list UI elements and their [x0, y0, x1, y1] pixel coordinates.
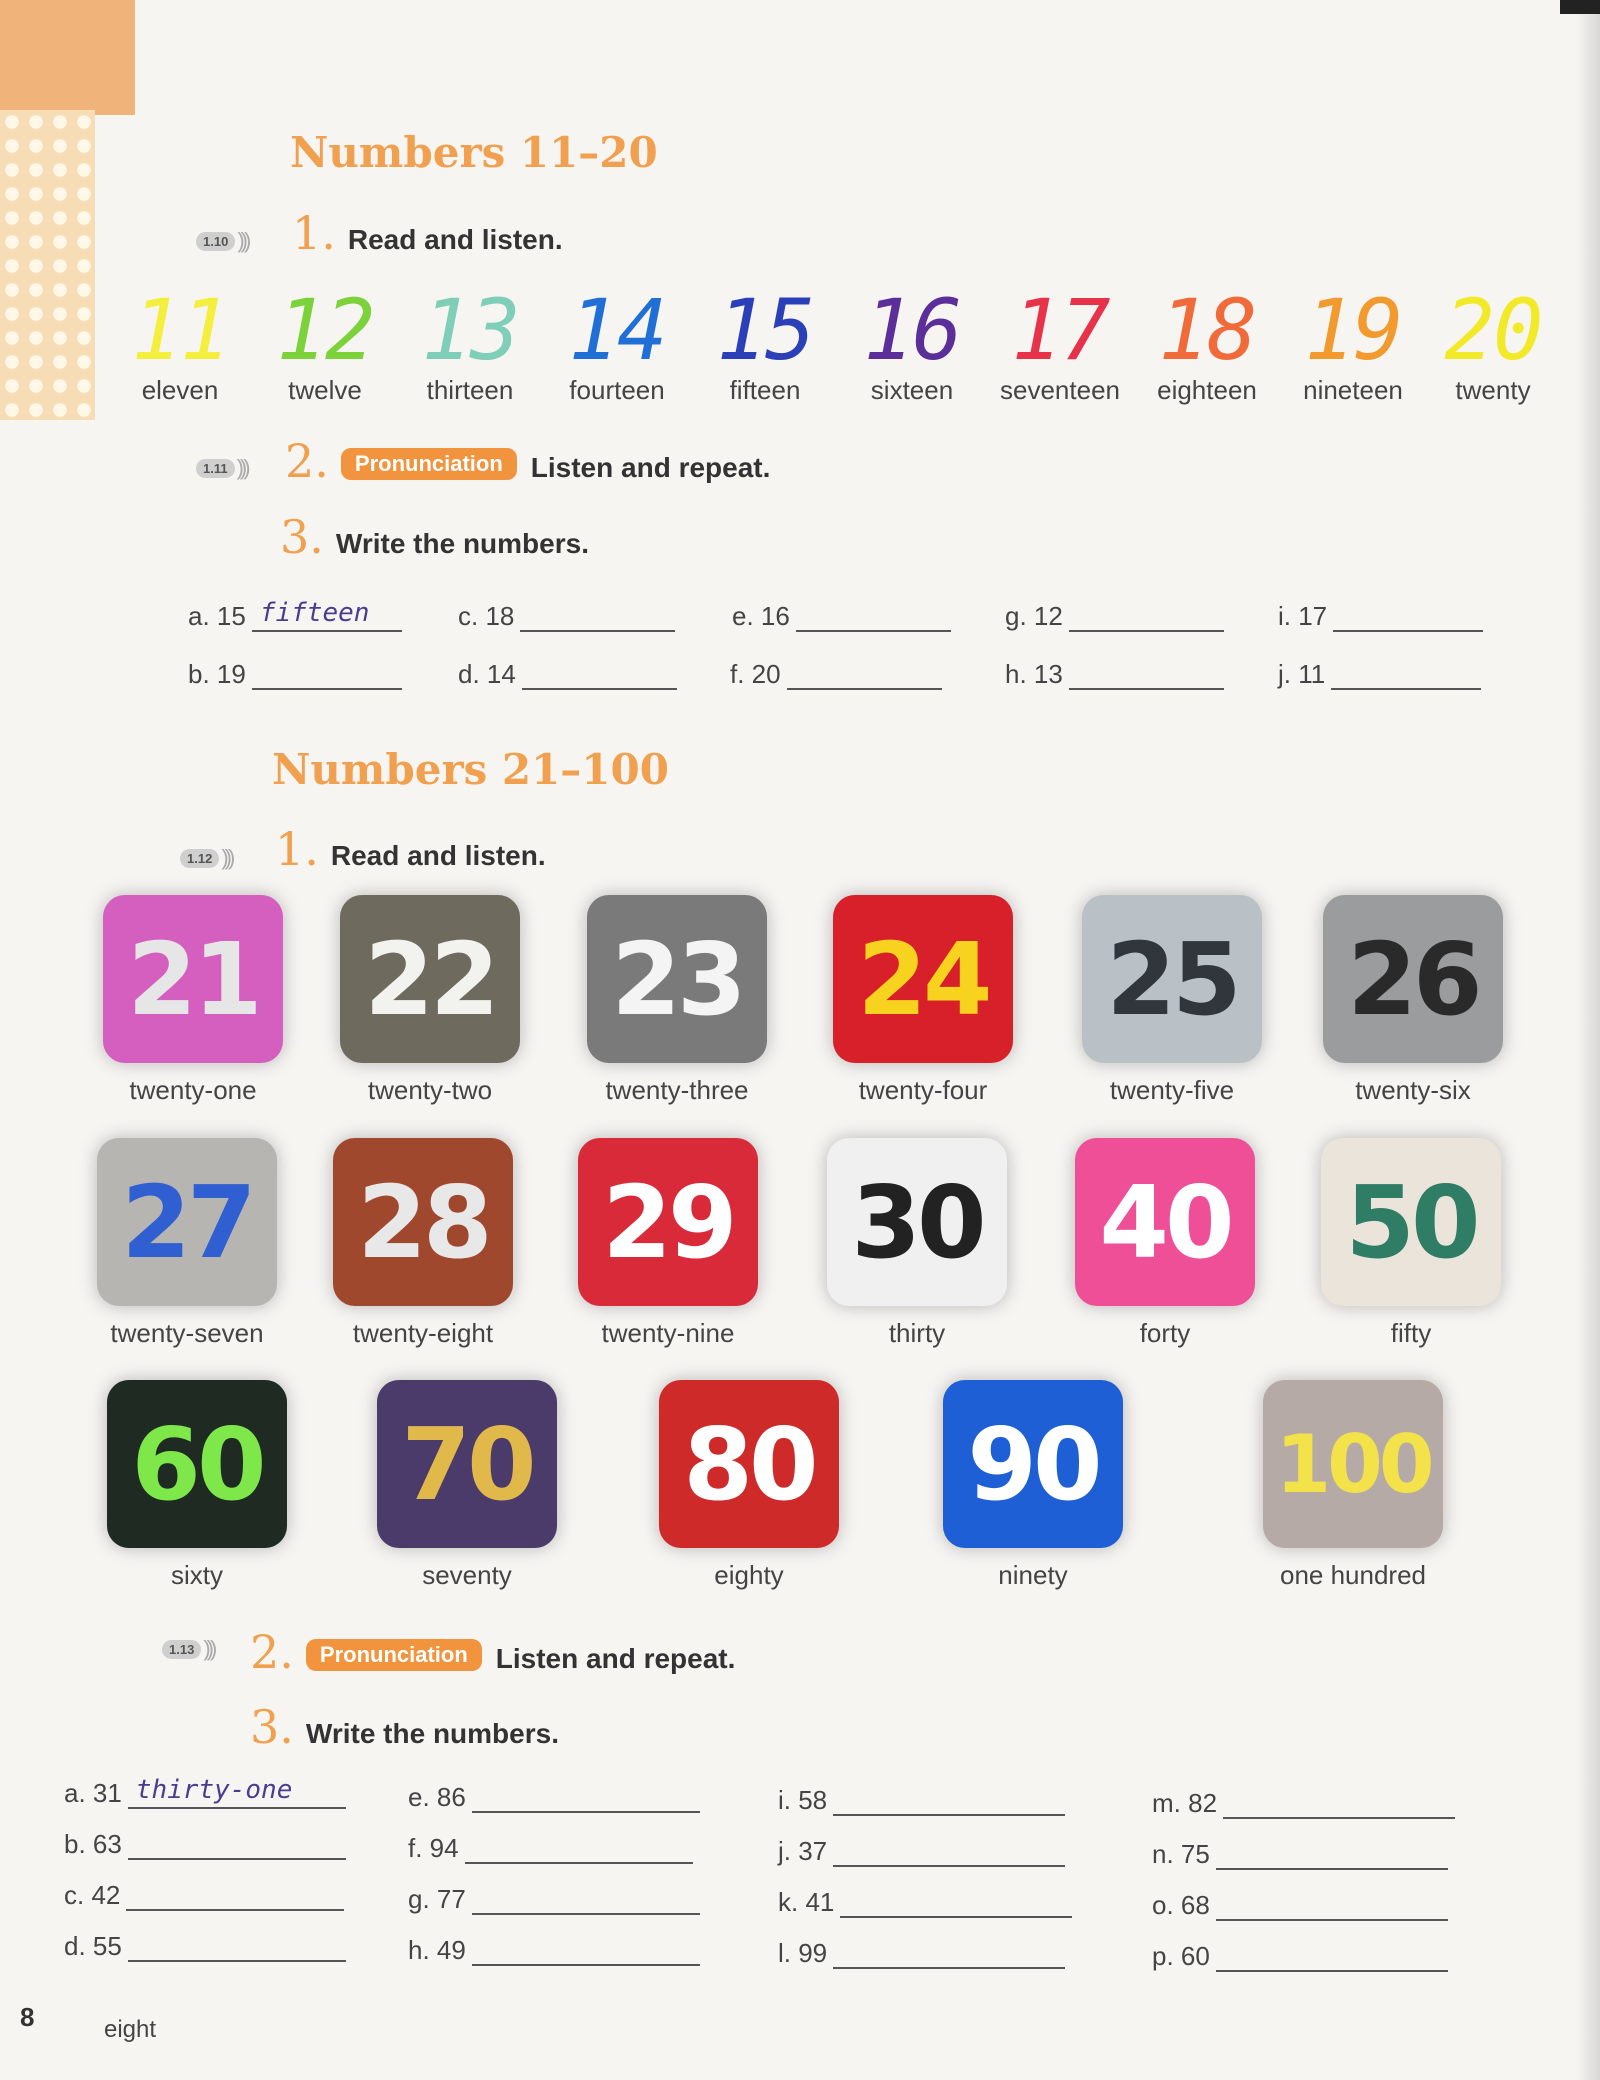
number-item: [1137, 281, 1277, 406]
answer-label: d. 55: [64, 1931, 122, 1961]
answer-label: c. 42: [64, 1880, 121, 1910]
digital-number: 16: [863, 281, 961, 379]
exercise-text: Write the numbers.: [335, 528, 589, 559]
audio-track-button[interactable]: [162, 1636, 213, 1662]
exercise-number: 2.: [250, 1625, 294, 1679]
exercise-text: Read and listen.: [347, 224, 563, 255]
answer-label: a. 31: [64, 1778, 122, 1808]
answer-field[interactable]: [126, 1877, 344, 1911]
number-tile: 100: [1263, 1380, 1443, 1548]
answer-label: b. 19: [188, 659, 246, 689]
answer-label: g. 77: [408, 1884, 466, 1914]
answer-item: [778, 1833, 1065, 1867]
answer-label: m. 82: [1152, 1788, 1218, 1818]
digital-number: 14: [568, 281, 666, 379]
answer-label: k. 41: [778, 1887, 835, 1917]
exercise-number: 3.: [280, 510, 324, 564]
answer-item: [188, 598, 402, 632]
number-word: twenty-four: [858, 1075, 988, 1105]
answer-field[interactable]: [465, 1830, 693, 1864]
number-word: seventeen: [1000, 375, 1120, 405]
section-heading-21-100: Numbers 21–100: [272, 745, 669, 794]
exercise-1-instruction: [292, 206, 563, 260]
audio-track-label: 1.11: [196, 459, 235, 478]
answer-item: [1005, 598, 1224, 632]
answer-field[interactable]: [833, 1782, 1065, 1816]
sound-waves-icon: ))): [236, 455, 247, 480]
answer-field[interactable]: [472, 1932, 700, 1966]
number-item: [547, 281, 687, 406]
audio-track-label: 1.12: [180, 849, 219, 868]
exercise-text: Write the numbers.: [305, 1718, 559, 1749]
number-tile-item: [1060, 1138, 1270, 1349]
answer-item: [1152, 1836, 1448, 1870]
number-word: fourteen: [569, 375, 665, 405]
exercise-1-instruction: [275, 822, 546, 876]
number-word: ninety: [998, 1560, 1068, 1590]
answer-field[interactable]: [833, 1833, 1065, 1867]
sound-waves-icon: ))): [237, 228, 248, 253]
answer-item: [458, 598, 675, 632]
number-tile: 23: [587, 895, 767, 1063]
number-word: twenty-one: [129, 1075, 257, 1105]
exercise-text: Listen and repeat.: [495, 1643, 736, 1674]
number-word: eleven: [141, 375, 219, 405]
number-tile-item: [1306, 1138, 1516, 1349]
answer-field[interactable]: [472, 1881, 700, 1915]
answer-label: b. 63: [64, 1829, 122, 1859]
numbers-11-20-row: [110, 281, 1542, 415]
digital-number: 18: [1158, 281, 1256, 379]
number-word: thirteen: [426, 375, 514, 405]
audio-track-button[interactable]: [196, 228, 247, 254]
page-number-word: eight: [104, 2016, 157, 2043]
digital-number: 17: [1011, 281, 1109, 379]
number-tile-item: [1308, 895, 1518, 1106]
answer-label: e. 86: [408, 1782, 466, 1812]
digital-number: 11: [131, 281, 229, 379]
pronunciation-badge: Pronunciation: [341, 448, 517, 480]
number-tile: 60: [107, 1380, 287, 1548]
number-tile-item: [1067, 895, 1277, 1106]
number-tile-item: [812, 1138, 1022, 1349]
answer-label: l. 99: [778, 1938, 828, 1968]
answer-field[interactable]: [1069, 656, 1224, 690]
answer-item: [64, 1877, 344, 1911]
digital-number: 12: [276, 281, 374, 379]
number-word: seventy: [422, 1560, 512, 1590]
number-tile-item: [572, 895, 782, 1106]
number-item: [695, 281, 835, 406]
answer-field[interactable]: [1223, 1785, 1455, 1819]
answer-item: [408, 1779, 700, 1813]
number-tile-item: [82, 1138, 292, 1349]
answer-label: j. 11: [1278, 659, 1326, 689]
number-tile: 26: [1323, 895, 1503, 1063]
number-item: [990, 281, 1130, 406]
number-word: twenty-nine: [601, 1318, 735, 1348]
answer-field[interactable]: [796, 598, 951, 632]
number-tile: 29: [578, 1138, 758, 1306]
page-edge: [1560, 0, 1600, 14]
answer-item: [1278, 656, 1481, 690]
number-word: eighty: [714, 1560, 784, 1590]
answer-field[interactable]: [787, 656, 942, 690]
answer-field[interactable]: [1333, 598, 1483, 632]
answer-label: p. 60: [1152, 1941, 1210, 1971]
number-word: twelve: [288, 375, 362, 405]
answer-item: [1152, 1887, 1448, 1921]
answer-field[interactable]: [472, 1779, 700, 1813]
number-tile-item: [88, 895, 298, 1106]
number-word: thirty: [888, 1318, 946, 1348]
number-word: twenty-six: [1355, 1075, 1471, 1105]
number-word: twenty: [1455, 375, 1531, 405]
number-word: nineteen: [1303, 375, 1403, 405]
answer-field[interactable]: [1069, 598, 1224, 632]
number-word: twenty-five: [1109, 1075, 1235, 1105]
audio-track-button[interactable]: [196, 455, 247, 481]
answer-field[interactable]: [128, 1826, 346, 1860]
answer-item: [778, 1935, 1065, 1969]
number-word: twenty-two: [367, 1075, 493, 1105]
number-item: [110, 281, 250, 406]
number-tile-item: [644, 1380, 854, 1591]
answer-label: g. 12: [1005, 601, 1063, 631]
number-tile: 40: [1075, 1138, 1255, 1306]
answer-field[interactable]: [252, 656, 402, 690]
number-word: fifteen: [729, 375, 801, 405]
number-word: twenty-three: [605, 1075, 749, 1105]
digital-number: 15: [716, 281, 814, 379]
answer-item: [730, 656, 942, 690]
exercise-number: 1.: [275, 822, 319, 876]
answer-field[interactable]: [840, 1884, 1072, 1918]
answer-item: [458, 656, 677, 690]
answer-field[interactable]: [522, 656, 677, 690]
answer-item: [408, 1881, 700, 1915]
number-tile-item: [1248, 1380, 1458, 1591]
number-item: [255, 281, 395, 406]
answer-label: c. 18: [458, 601, 515, 631]
answer-field[interactable]: [1216, 1887, 1448, 1921]
answer-label: o. 68: [1152, 1890, 1210, 1920]
handwritten-answer: thirty-one: [135, 1775, 293, 1805]
number-tile: 80: [659, 1380, 839, 1548]
answer-field[interactable]: [1331, 656, 1481, 690]
page-number: 8: [20, 2002, 35, 2032]
answer-field[interactable]: [1216, 1836, 1448, 1870]
dot-pattern-decoration: [0, 110, 95, 420]
number-tile: 30: [827, 1138, 1007, 1306]
audio-track-label: 1.10: [196, 232, 235, 251]
answer-field[interactable]: [252, 598, 402, 632]
answer-field[interactable]: [128, 1928, 346, 1962]
answer-label: i. 58: [778, 1785, 828, 1815]
exercise-text: Listen and repeat.: [530, 452, 771, 483]
number-tile-item: [318, 1138, 528, 1349]
answer-label: a. 15: [188, 601, 246, 631]
number-tile: 21: [103, 895, 283, 1063]
digital-number: 19: [1304, 281, 1402, 379]
number-tile-item: [325, 895, 535, 1106]
answer-label: f. 20: [730, 659, 781, 689]
answer-field[interactable]: [520, 598, 675, 632]
corner-decoration: [0, 0, 135, 115]
answer-item: [188, 656, 402, 690]
number-tile: 70: [377, 1380, 557, 1548]
exercise-3-instruction: [280, 510, 589, 564]
number-tile: 50: [1321, 1138, 1501, 1306]
answer-label: h. 49: [408, 1935, 466, 1965]
number-tile: 28: [333, 1138, 513, 1306]
answer-label: d. 14: [458, 659, 516, 689]
digital-number: 20: [1444, 281, 1542, 379]
number-item: [1283, 281, 1423, 406]
number-tile-item: [818, 895, 1028, 1106]
number-tile: 22: [340, 895, 520, 1063]
exercise-3-instruction: [250, 1700, 559, 1754]
answer-item: [732, 598, 951, 632]
exercise-2-instruction: [250, 1625, 735, 1679]
answer-item: [64, 1826, 346, 1860]
number-tile-item: [362, 1380, 572, 1591]
answer-field[interactable]: [1216, 1938, 1448, 1972]
audio-track-label: 1.13: [162, 1640, 201, 1659]
answer-item: [1152, 1938, 1448, 1972]
sound-waves-icon: ))): [203, 1636, 214, 1661]
answer-label: i. 17: [1278, 601, 1328, 631]
number-word: fifty: [1390, 1318, 1432, 1348]
number-item: [400, 281, 540, 406]
number-word: forty: [1139, 1318, 1191, 1348]
answer-field[interactable]: [833, 1935, 1065, 1969]
number-tile: 90: [943, 1380, 1123, 1548]
digital-number: 13: [421, 281, 519, 379]
answer-item: [1278, 598, 1483, 632]
exercise-2-instruction: [285, 434, 770, 488]
answer-label: e. 16: [732, 601, 790, 631]
answer-label: n. 75: [1152, 1839, 1210, 1869]
number-tile-item: [92, 1380, 302, 1591]
exercise-number: 3.: [250, 1700, 294, 1754]
answer-label: j. 37: [778, 1836, 828, 1866]
number-item: [842, 281, 982, 406]
answer-label: h. 13: [1005, 659, 1063, 689]
number-word: twenty-eight: [352, 1318, 494, 1348]
book-spine-shadow: [1576, 0, 1600, 2080]
audio-track-button[interactable]: [180, 845, 231, 871]
sound-waves-icon: ))): [221, 845, 232, 870]
number-item: [1423, 281, 1563, 406]
number-word: sixteen: [870, 375, 954, 405]
pronunciation-badge: Pronunciation: [306, 1639, 482, 1671]
number-word: one hundred: [1279, 1560, 1427, 1590]
number-tile: 25: [1082, 895, 1262, 1063]
answer-item: [778, 1782, 1065, 1816]
answer-item: [1152, 1785, 1455, 1819]
answer-item: [408, 1932, 700, 1966]
exercise-text: Read and listen.: [330, 840, 546, 871]
number-tile-item: [563, 1138, 773, 1349]
number-word: sixty: [171, 1560, 223, 1590]
number-tile-item: [928, 1380, 1138, 1591]
handwritten-answer: fifteen: [259, 598, 370, 628]
answer-label: f. 94: [408, 1833, 459, 1863]
number-word: twenty-seven: [110, 1318, 264, 1348]
number-word: eighteen: [1157, 375, 1257, 405]
answer-item: [778, 1884, 1072, 1918]
answer-field[interactable]: [128, 1775, 346, 1809]
number-tile: 27: [97, 1138, 277, 1306]
answer-item: [64, 1775, 346, 1809]
section-heading-11-20: Numbers 11–20: [290, 128, 658, 177]
exercise-number: 1.: [292, 206, 336, 260]
exercise-number: 2.: [285, 434, 329, 488]
answer-item: [408, 1830, 693, 1864]
answer-item: [1005, 656, 1224, 690]
answer-item: [64, 1928, 346, 1962]
number-tile: 24: [833, 895, 1013, 1063]
